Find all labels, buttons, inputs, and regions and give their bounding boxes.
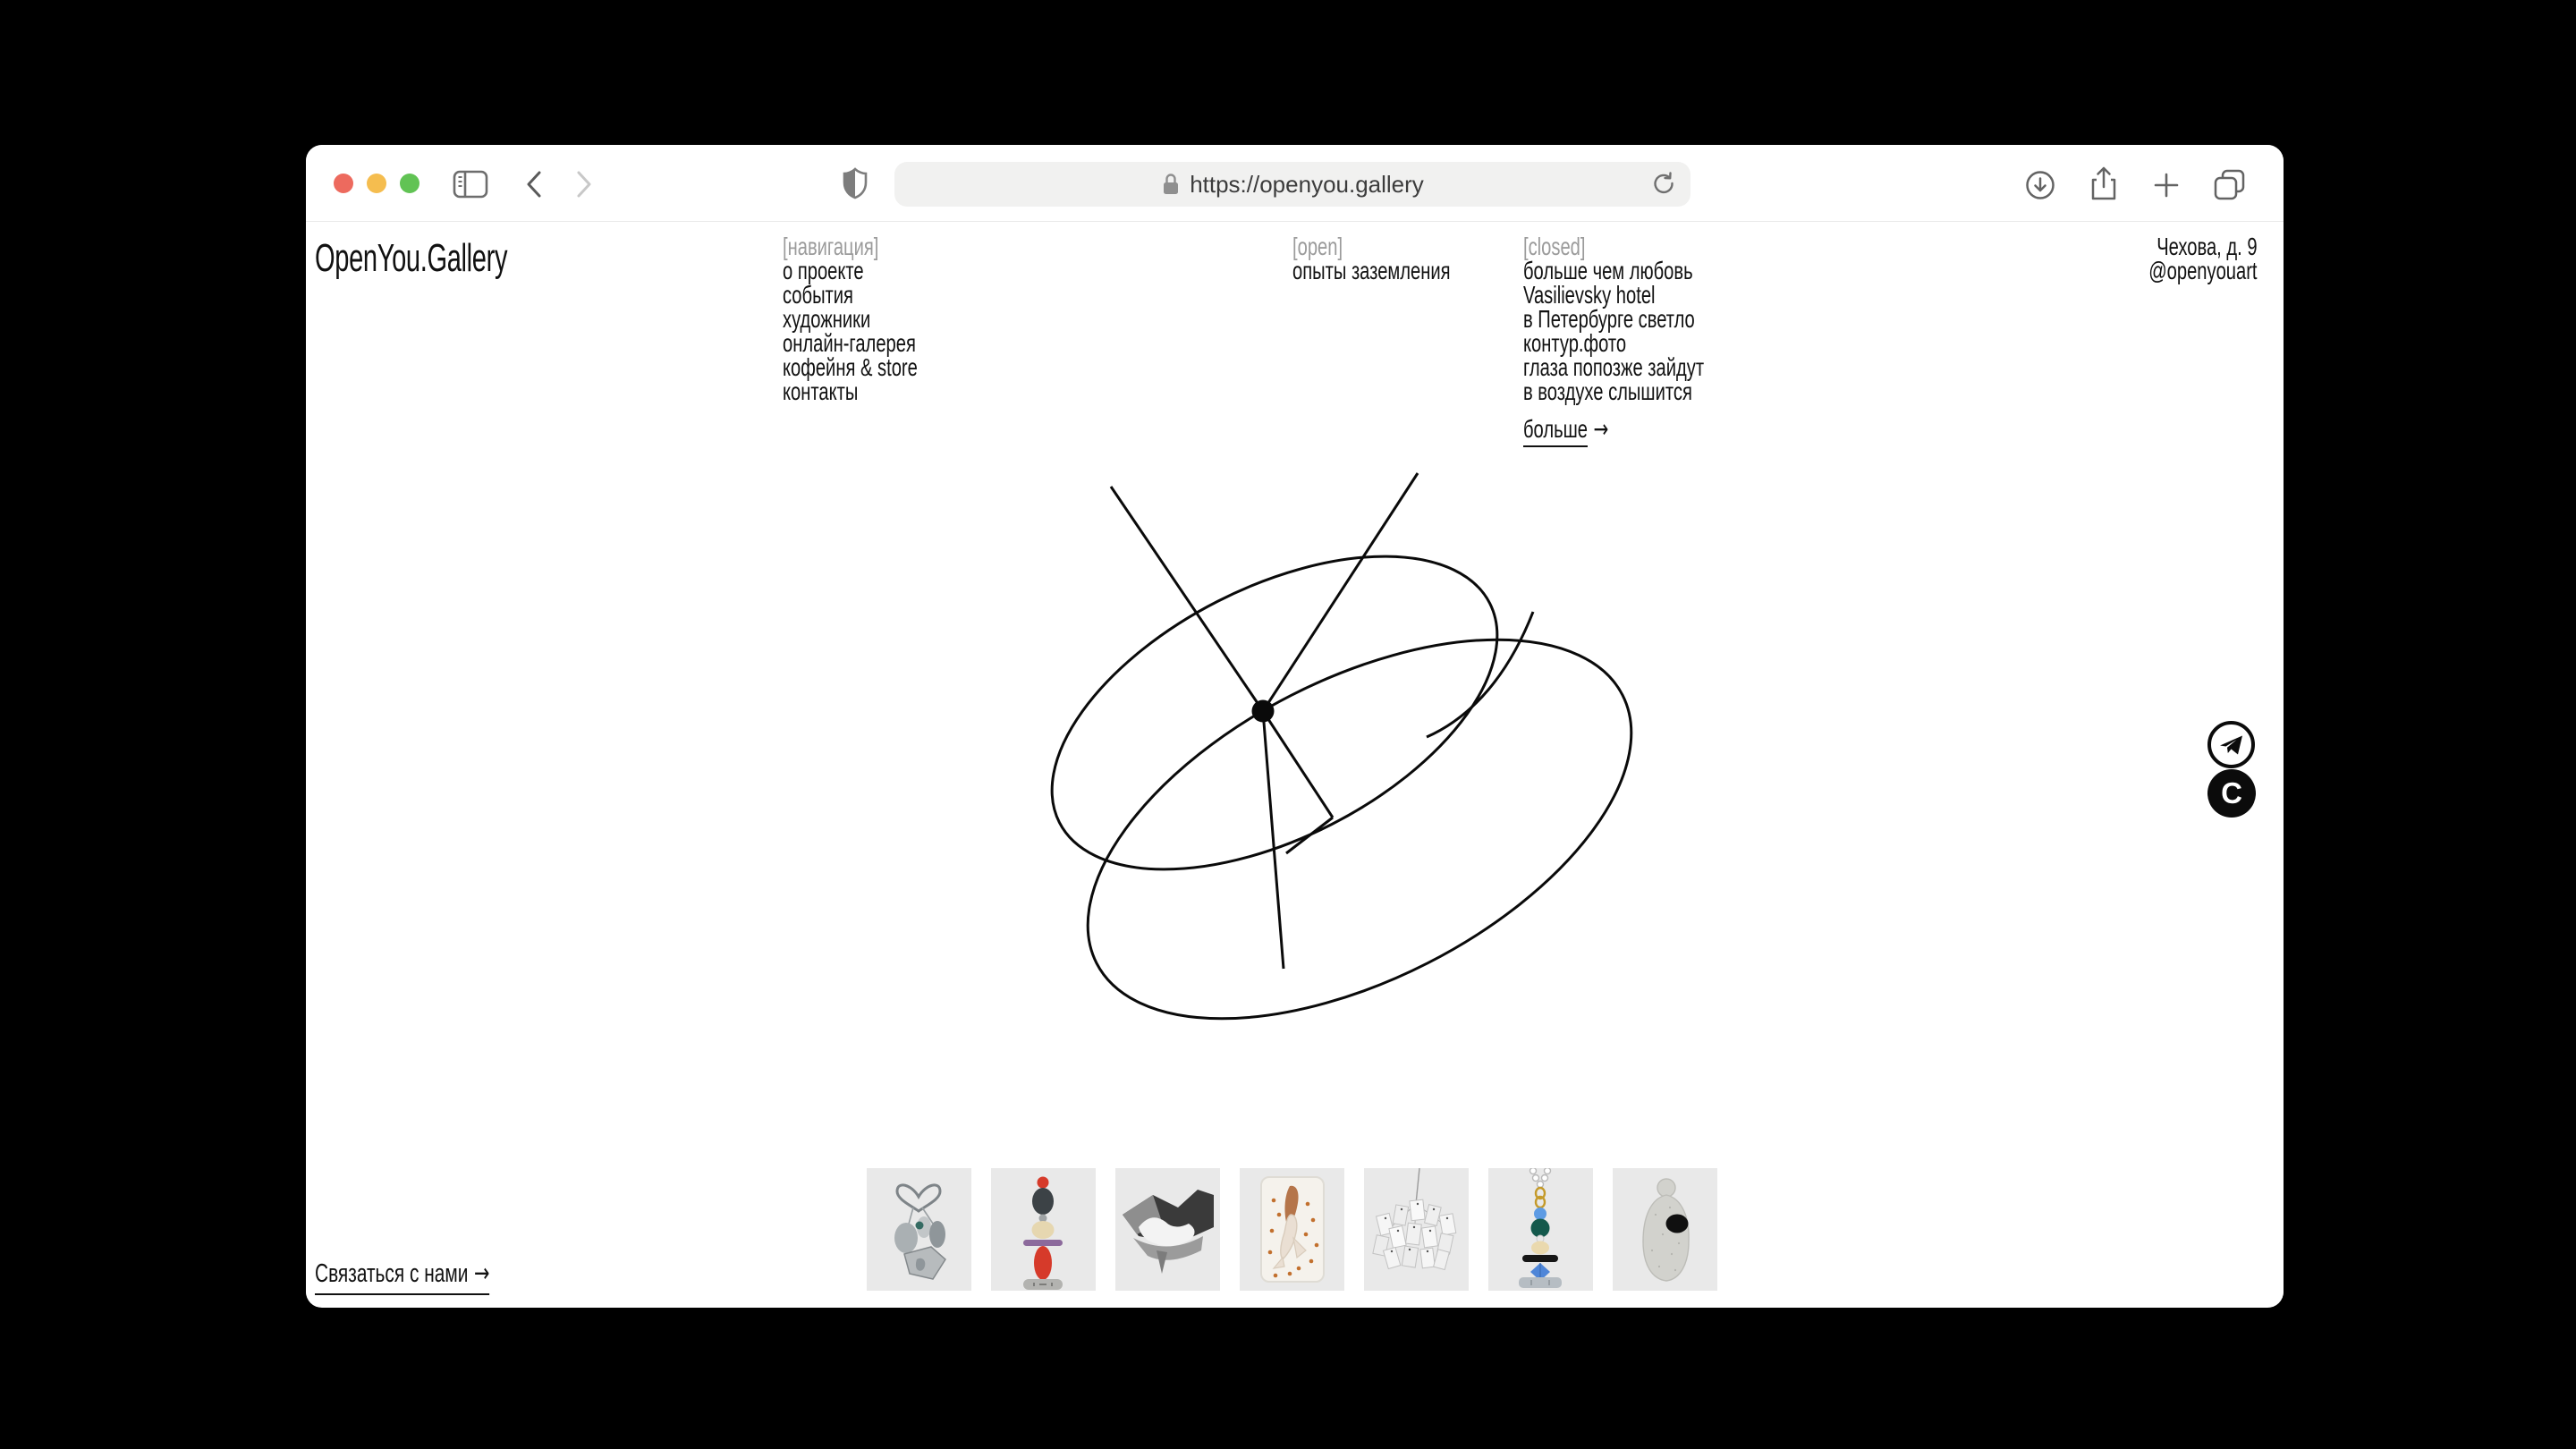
nav-item-contacts[interactable]: контакты <box>783 377 859 405</box>
download-icon <box>2023 168 2057 202</box>
more-link[interactable]: больше → <box>1523 415 1608 443</box>
open-label: [open] <box>1292 233 1343 260</box>
contact-link[interactable] <box>315 1258 557 1295</box>
social-buttons <box>2207 721 2258 818</box>
artwork-thumbnail-5[interactable] <box>1364 1168 1469 1291</box>
open-exhibition-link[interactable]: опыты заземления <box>1292 257 1451 284</box>
telegram-button[interactable] <box>2207 721 2255 768</box>
closed-label: [closed] <box>1523 233 1586 260</box>
stone-totem-image <box>991 1168 1096 1291</box>
share-icon <box>2086 165 2122 203</box>
forward-button[interactable] <box>573 168 595 203</box>
downloads-button[interactable] <box>2023 168 2057 205</box>
artwork-thumbnail-4[interactable] <box>1240 1168 1344 1291</box>
nav-item-online-gallery[interactable]: онлайн-галерея <box>783 329 916 357</box>
close-window-button[interactable] <box>334 174 353 193</box>
c-badge-label: C <box>2207 769 2256 818</box>
artwork-thumbnail-1[interactable] <box>867 1168 971 1291</box>
closed-item: в воздухе слышится <box>1523 377 1692 405</box>
relief-plaque-image <box>1240 1168 1344 1291</box>
new-tab-button[interactable] <box>2150 169 2182 204</box>
right-arrow-icon: → <box>1593 414 1609 444</box>
nav-item-coffee-store[interactable]: кофейня & store <box>783 353 918 381</box>
c-badge-button[interactable] <box>2207 768 2256 818</box>
safari-window <box>306 145 2284 1308</box>
heart-charm-image <box>867 1168 971 1291</box>
abstract-line-drawing <box>306 222 2284 1307</box>
site-logo: OpenYou.Gallery <box>315 236 508 280</box>
nav-item-artists[interactable]: художники <box>783 305 871 333</box>
nav-item-about[interactable]: о проекте <box>783 257 864 284</box>
tabs-icon <box>2211 167 2249 203</box>
closed-item: контур.фото <box>1523 329 1627 357</box>
address-street: Чехова, д. 9 <box>2157 233 2258 260</box>
notes-chandelier-image <box>1364 1168 1469 1291</box>
zoom-window-button[interactable] <box>400 174 419 193</box>
artwork-thumbnail-7[interactable] <box>1613 1168 1717 1291</box>
beaded-pendant-image <box>1488 1168 1593 1291</box>
sidebar-button[interactable] <box>452 168 489 203</box>
artwork-thumbnail-6[interactable] <box>1488 1168 1593 1291</box>
open-column <box>1292 234 1512 283</box>
right-arrow-icon: → <box>473 1258 490 1288</box>
page-content <box>306 222 2284 1307</box>
address-handle: @openyouart <box>2148 257 2258 284</box>
closed-item: больше чем любовь <box>1523 257 1693 284</box>
drawing-center-dot <box>1252 700 1275 723</box>
closed-item: глаза попозже зайдут <box>1523 353 1705 381</box>
share-button[interactable] <box>2086 165 2122 206</box>
url-bar[interactable] <box>894 162 1690 207</box>
privacy-shield-button[interactable] <box>843 167 868 202</box>
gallery-thumbnails-row <box>867 1168 1717 1291</box>
plus-icon <box>2150 169 2182 201</box>
telegram-icon <box>2218 733 2245 758</box>
back-icon <box>523 168 545 200</box>
artwork-thumbnail-3[interactable] <box>1115 1168 1220 1291</box>
stone-vessel-image <box>1613 1168 1717 1291</box>
lock-icon <box>1161 171 1181 198</box>
traffic-lights <box>334 174 419 193</box>
closed-column <box>1523 233 1775 444</box>
shield-icon <box>843 167 868 199</box>
back-button[interactable] <box>523 168 545 203</box>
tab-overview-button[interactable] <box>2211 167 2249 206</box>
closed-item: в Петербурге светло <box>1523 305 1695 333</box>
nav-column <box>783 234 970 403</box>
reload-icon <box>1649 170 1678 199</box>
reload-button[interactable] <box>1649 170 1678 201</box>
contact-label: Связаться с нами <box>315 1259 469 1288</box>
sidebar-icon <box>452 168 489 200</box>
drapery-sculpture-image <box>1115 1168 1220 1291</box>
browser-toolbar <box>306 145 2284 222</box>
url-text: https://openyou.gallery <box>1190 170 1424 198</box>
artwork-thumbnail-2[interactable] <box>991 1168 1096 1291</box>
nav-item-events[interactable]: события <box>783 281 853 309</box>
gallery-address <box>2106 234 2258 283</box>
minimize-window-button[interactable] <box>367 174 386 193</box>
forward-icon <box>573 168 595 200</box>
closed-item: Vasilievsky hotel <box>1523 281 1656 309</box>
nav-label: [навигация] <box>783 233 879 260</box>
